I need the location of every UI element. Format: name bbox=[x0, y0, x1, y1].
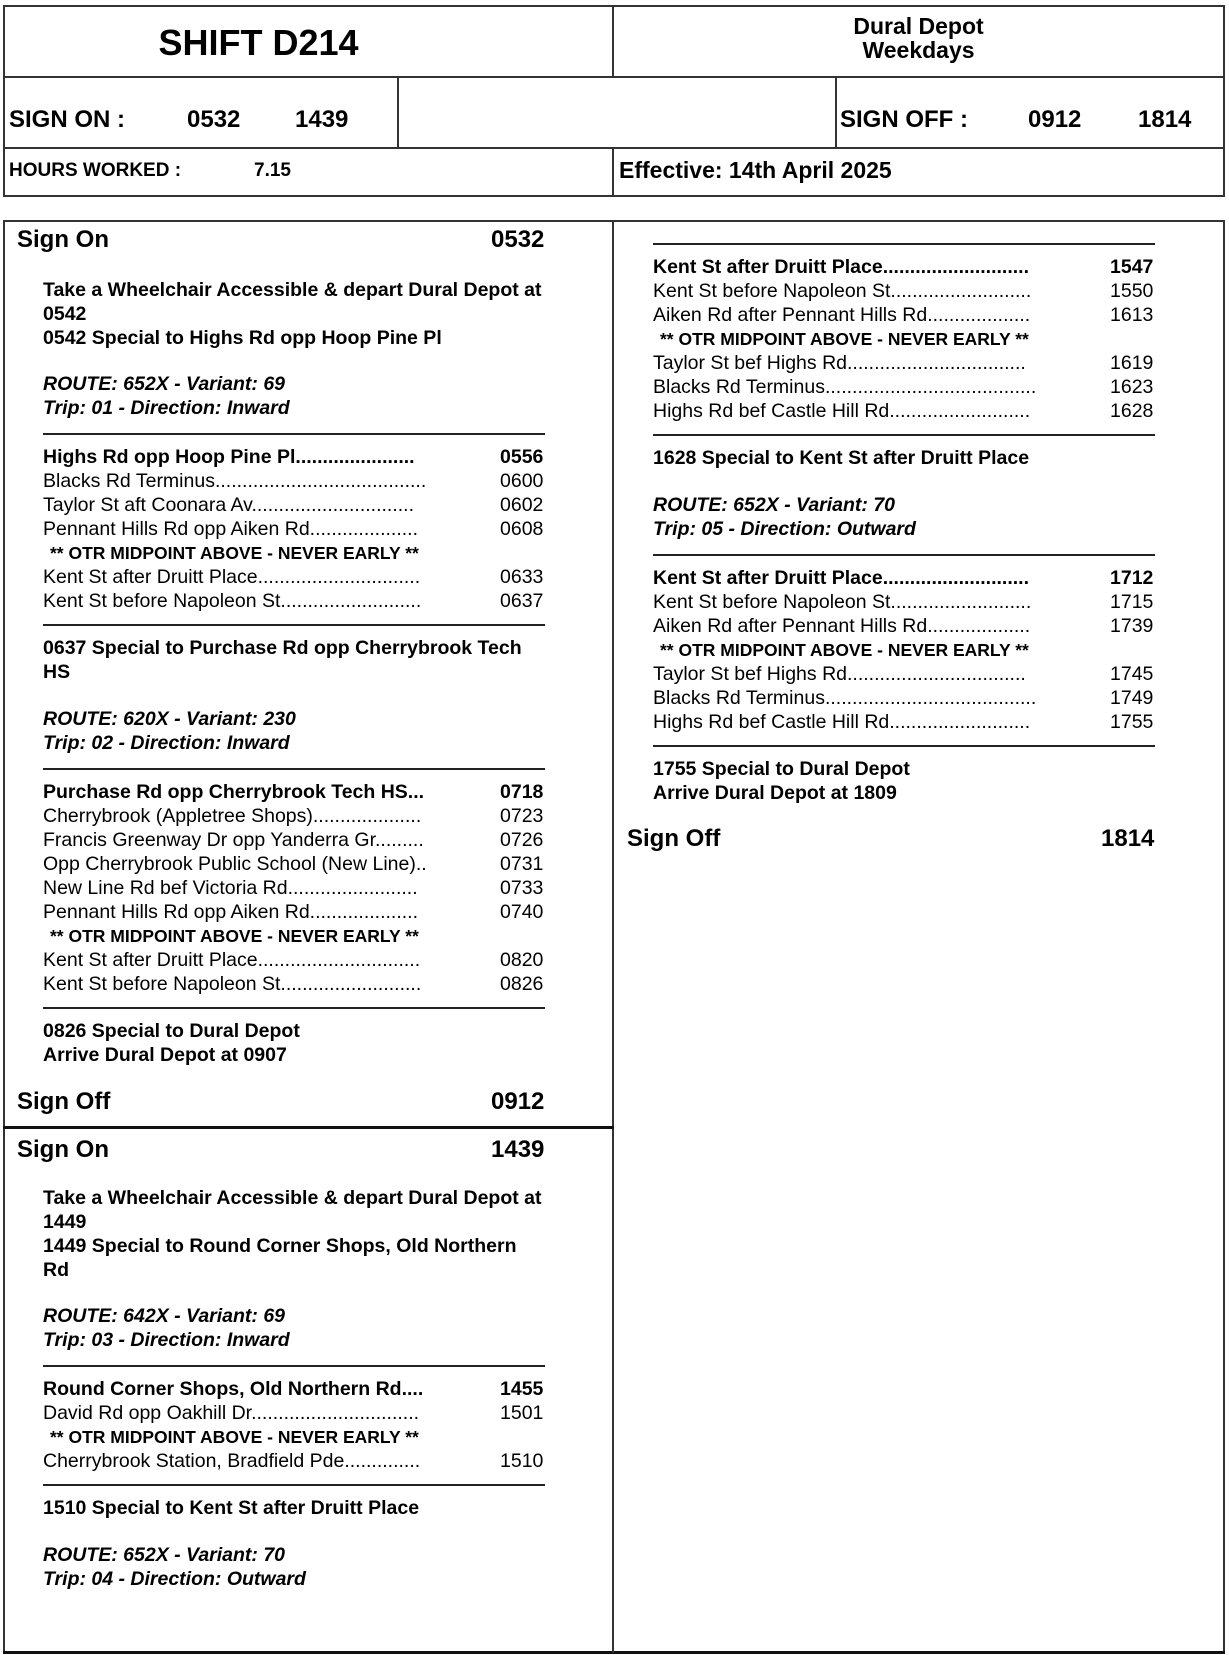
stop-name: Kent St after Druitt Place........................... bbox=[653, 256, 1029, 278]
stop-name: Kent St before Napoleon St.......................... bbox=[653, 591, 1032, 613]
instruction-block bbox=[43, 1186, 542, 1282]
stop-name: Taylor St aft Coonara Av.............................. bbox=[43, 494, 415, 516]
stop-name: Kent St after Druitt Place.............................. bbox=[43, 566, 421, 588]
separator bbox=[653, 554, 1155, 556]
stop-time: 1749 bbox=[1110, 687, 1154, 709]
stop-row bbox=[653, 375, 1036, 399]
stop-row bbox=[653, 614, 1030, 638]
stop-row bbox=[43, 517, 418, 541]
stop-time: 0608 bbox=[500, 518, 544, 540]
stop-time: 1455 bbox=[500, 1378, 544, 1400]
instruction-line: 0542 bbox=[43, 303, 87, 325]
stop-name: Round Corner Shops, Old Northern Rd.... bbox=[43, 1378, 424, 1400]
stop-name: Highs Rd bef Castle Hill Rd.......................... bbox=[653, 711, 1031, 733]
hours-worked-value: 7.15 bbox=[254, 160, 291, 181]
stop-row bbox=[43, 445, 415, 469]
stop-name: Taylor St bef Highs Rd................................. bbox=[653, 352, 1026, 374]
instruction-block bbox=[43, 636, 522, 684]
divider bbox=[1223, 220, 1225, 1653]
separator bbox=[653, 434, 1155, 436]
stop-time: 1745 bbox=[1110, 663, 1154, 685]
separator bbox=[653, 745, 1155, 747]
stop-name: Blacks Rd Terminus....................................... bbox=[653, 376, 1037, 398]
sign-on-time-1: 0532 bbox=[187, 106, 241, 133]
stop-row bbox=[43, 876, 418, 900]
stop-row bbox=[653, 686, 1036, 710]
route-info bbox=[43, 372, 290, 420]
stop-name: Taylor St bef Highs Rd................................. bbox=[653, 663, 1026, 685]
trip-line: Trip: 04 - Direction: Outward bbox=[43, 1568, 306, 1590]
route-info bbox=[43, 1543, 306, 1591]
instruction-line: Take a Wheelchair Accessible & depart Dural Depot at bbox=[43, 279, 542, 301]
stop-row bbox=[43, 948, 420, 972]
stop-time: 1510 bbox=[500, 1450, 544, 1472]
stop-time: 1755 bbox=[1110, 711, 1154, 733]
stop-time: 1619 bbox=[1110, 352, 1154, 374]
divider bbox=[3, 147, 1225, 149]
divider bbox=[3, 5, 1225, 7]
divider bbox=[3, 220, 5, 1653]
trip-line: Trip: 03 - Direction: Inward bbox=[43, 1329, 290, 1351]
instruction-line: Arrive Dural Depot at 1809 bbox=[653, 782, 897, 804]
stop-name: Opp Cherrybrook Public School (New Line).. bbox=[43, 853, 427, 875]
route-line: ROUTE: 620X - Variant: 230 bbox=[43, 708, 296, 730]
stop-time: 1550 bbox=[1110, 280, 1154, 302]
separator bbox=[43, 1484, 545, 1486]
sign-off-heading: Sign Off bbox=[627, 825, 721, 852]
sign-off-label: SIGN OFF : bbox=[840, 106, 968, 133]
stop-row bbox=[43, 1449, 420, 1473]
stop-time: 0600 bbox=[500, 470, 544, 492]
stop-row bbox=[43, 1401, 419, 1425]
instruction-line: HS bbox=[43, 661, 71, 683]
instruction-block bbox=[43, 1496, 419, 1520]
stop-time: 0718 bbox=[500, 781, 544, 803]
instruction-block bbox=[43, 278, 542, 350]
separator bbox=[43, 1365, 545, 1367]
stop-name: David Rd opp Oakhill Dr............................... bbox=[43, 1402, 420, 1424]
stop-time: 0633 bbox=[500, 566, 544, 588]
stop-time: 0556 bbox=[500, 446, 544, 468]
stop-row bbox=[43, 828, 424, 852]
otr-midpoint-note: ** OTR MIDPOINT ABOVE - NEVER EARLY ** bbox=[50, 926, 419, 946]
stop-row bbox=[43, 804, 421, 828]
separator bbox=[43, 1007, 545, 1009]
instruction-line: 1449 bbox=[43, 1211, 87, 1233]
stop-name: Aiken Rd after Pennant Hills Rd................... bbox=[653, 615, 1031, 637]
stop-time: 1613 bbox=[1110, 304, 1154, 326]
route-info bbox=[653, 493, 916, 541]
stop-time: 1715 bbox=[1110, 591, 1154, 613]
stop-name: Aiken Rd after Pennant Hills Rd................... bbox=[653, 304, 1031, 326]
stop-time: 0733 bbox=[500, 877, 544, 899]
route-info bbox=[43, 1304, 290, 1352]
route-line: ROUTE: 652X - Variant: 70 bbox=[653, 494, 896, 516]
divider bbox=[612, 147, 614, 197]
divider bbox=[3, 220, 1225, 222]
otr-midpoint-note: ** OTR MIDPOINT ABOVE - NEVER EARLY ** bbox=[50, 543, 419, 563]
stop-row bbox=[43, 1377, 423, 1401]
sign-on-time: 0532 bbox=[491, 226, 545, 253]
instruction-line: 0826 Special to Dural Depot bbox=[43, 1020, 300, 1042]
instruction-line: Take a Wheelchair Accessible & depart Dural Depot at bbox=[43, 1187, 542, 1209]
separator bbox=[653, 243, 1155, 245]
instruction-line: 1755 Special to Dural Depot bbox=[653, 758, 910, 780]
stop-name: Kent St after Druitt Place.............................. bbox=[43, 949, 421, 971]
stop-name: Highs Rd bef Castle Hill Rd.......................... bbox=[653, 400, 1031, 422]
stop-name: Blacks Rd Terminus....................................... bbox=[43, 470, 427, 492]
stop-time: 0637 bbox=[500, 590, 544, 612]
instruction-line: 1628 Special to Kent St after Druitt Place bbox=[653, 447, 1030, 469]
divider bbox=[397, 76, 399, 149]
stop-name: New Line Rd bef Victoria Rd........................ bbox=[43, 877, 418, 899]
stop-row bbox=[653, 255, 1029, 279]
stop-row bbox=[43, 852, 427, 876]
stop-time: 1547 bbox=[1110, 256, 1154, 278]
otr-midpoint-note: ** OTR MIDPOINT ABOVE - NEVER EARLY ** bbox=[660, 640, 1029, 660]
hours-worked-label: HOURS WORKED : bbox=[9, 160, 182, 181]
stop-row bbox=[653, 566, 1029, 590]
divider bbox=[3, 195, 1225, 197]
instruction-block bbox=[653, 446, 1029, 470]
separator bbox=[43, 768, 545, 770]
depot-name: Dural Depot bbox=[853, 13, 984, 39]
instruction-line: Arrive Dural Depot at 0907 bbox=[43, 1044, 287, 1066]
trip-line: Trip: 05 - Direction: Outward bbox=[653, 518, 916, 540]
stop-name: Cherrybrook (Appletree Shops).................... bbox=[43, 805, 422, 827]
trip-line: Trip: 01 - Direction: Inward bbox=[43, 397, 290, 419]
stop-row bbox=[43, 589, 421, 613]
instruction-line: 0542 Special to Highs Rd opp Hoop Pine Pl bbox=[43, 327, 442, 349]
stop-name: Kent St before Napoleon St.......................... bbox=[43, 590, 422, 612]
route-line: ROUTE: 652X - Variant: 70 bbox=[43, 1544, 286, 1566]
route-line: ROUTE: 642X - Variant: 69 bbox=[43, 1305, 286, 1327]
sign-on-time: 1439 bbox=[491, 1136, 545, 1163]
stop-row bbox=[653, 590, 1031, 614]
effective-date: Effective: 14th April 2025 bbox=[619, 157, 892, 183]
stop-time: 0740 bbox=[500, 901, 544, 923]
stop-time: 0726 bbox=[500, 829, 544, 851]
stop-name: Cherrybrook Station, Bradfield Pde.............. bbox=[43, 1450, 421, 1472]
stop-name: Purchase Rd opp Cherrybrook Tech HS... bbox=[43, 781, 425, 803]
column-divider bbox=[612, 220, 614, 1653]
divider bbox=[3, 1651, 1225, 1654]
sign-off-time-1: 0912 bbox=[1028, 106, 1082, 133]
stop-time: 0602 bbox=[500, 494, 544, 516]
stop-row bbox=[43, 565, 420, 589]
stop-row bbox=[43, 972, 421, 996]
stop-name: Kent St before Napoleon St.......................... bbox=[653, 280, 1032, 302]
sign-on-heading: Sign On bbox=[17, 1136, 109, 1163]
divider bbox=[835, 76, 837, 149]
stop-row bbox=[653, 710, 1030, 734]
stop-time: 1623 bbox=[1110, 376, 1154, 398]
stop-name: Pennant Hills Rd opp Aiken Rd.................... bbox=[43, 518, 419, 540]
instruction-line: 1510 Special to Kent St after Druitt Place bbox=[43, 1497, 420, 1519]
stop-row bbox=[653, 662, 1026, 686]
separator bbox=[43, 624, 545, 626]
stop-time: 1712 bbox=[1110, 567, 1154, 589]
stop-time: 0826 bbox=[500, 973, 544, 995]
shift-title: SHIFT D214 bbox=[158, 22, 359, 63]
sign-on-time-2: 1439 bbox=[295, 106, 349, 133]
stop-time: 0731 bbox=[500, 853, 544, 875]
trip-line: Trip: 02 - Direction: Inward bbox=[43, 732, 290, 754]
stop-time: 1739 bbox=[1110, 615, 1154, 637]
stop-time: 1501 bbox=[500, 1402, 544, 1424]
instruction-block bbox=[653, 757, 910, 805]
sign-off-time: 1814 bbox=[1101, 825, 1155, 852]
stop-row bbox=[653, 303, 1030, 327]
route-line: ROUTE: 652X - Variant: 69 bbox=[43, 373, 286, 395]
stop-row bbox=[653, 279, 1031, 303]
route-info bbox=[43, 707, 296, 755]
stop-name: Francis Greenway Dr opp Yanderra Gr......... bbox=[43, 829, 424, 851]
sign-off-heading: Sign Off bbox=[17, 1088, 111, 1115]
stop-row bbox=[43, 780, 424, 804]
stop-row bbox=[43, 493, 414, 517]
sign-off-time: 0912 bbox=[491, 1088, 545, 1115]
instruction-line: Rd bbox=[43, 1259, 69, 1281]
sign-on-label: SIGN ON : bbox=[9, 106, 126, 133]
sign-on-heading: Sign On bbox=[17, 226, 109, 253]
sign-off-time-2: 1814 bbox=[1138, 106, 1192, 133]
stop-row bbox=[43, 900, 418, 924]
stop-row bbox=[43, 469, 426, 493]
stop-name: Highs Rd opp Hoop Pine Pl...................... bbox=[43, 446, 415, 468]
stop-time: 0723 bbox=[500, 805, 544, 827]
stop-time: 1628 bbox=[1110, 400, 1154, 422]
stop-row bbox=[653, 351, 1026, 375]
divider bbox=[3, 1126, 614, 1129]
stop-name: Kent St before Napoleon St.......................... bbox=[43, 973, 422, 995]
stop-name: Pennant Hills Rd opp Aiken Rd.................... bbox=[43, 901, 419, 923]
instruction-line: 0637 Special to Purchase Rd opp Cherrybrook Tech bbox=[43, 637, 522, 659]
otr-midpoint-note: ** OTR MIDPOINT ABOVE - NEVER EARLY ** bbox=[660, 329, 1029, 349]
divider bbox=[3, 76, 1225, 78]
stop-time: 0820 bbox=[500, 949, 544, 971]
day-type: Weekdays bbox=[862, 37, 975, 63]
separator bbox=[43, 433, 545, 435]
stop-row bbox=[653, 399, 1030, 423]
stop-name: Kent St after Druitt Place........................... bbox=[653, 567, 1029, 589]
divider bbox=[1223, 5, 1225, 197]
stop-name: Blacks Rd Terminus....................................... bbox=[653, 687, 1037, 709]
otr-midpoint-note: ** OTR MIDPOINT ABOVE - NEVER EARLY ** bbox=[50, 1427, 419, 1447]
instruction-block bbox=[43, 1019, 300, 1067]
instruction-line: 1449 Special to Round Corner Shops, Old Northern bbox=[43, 1235, 517, 1257]
